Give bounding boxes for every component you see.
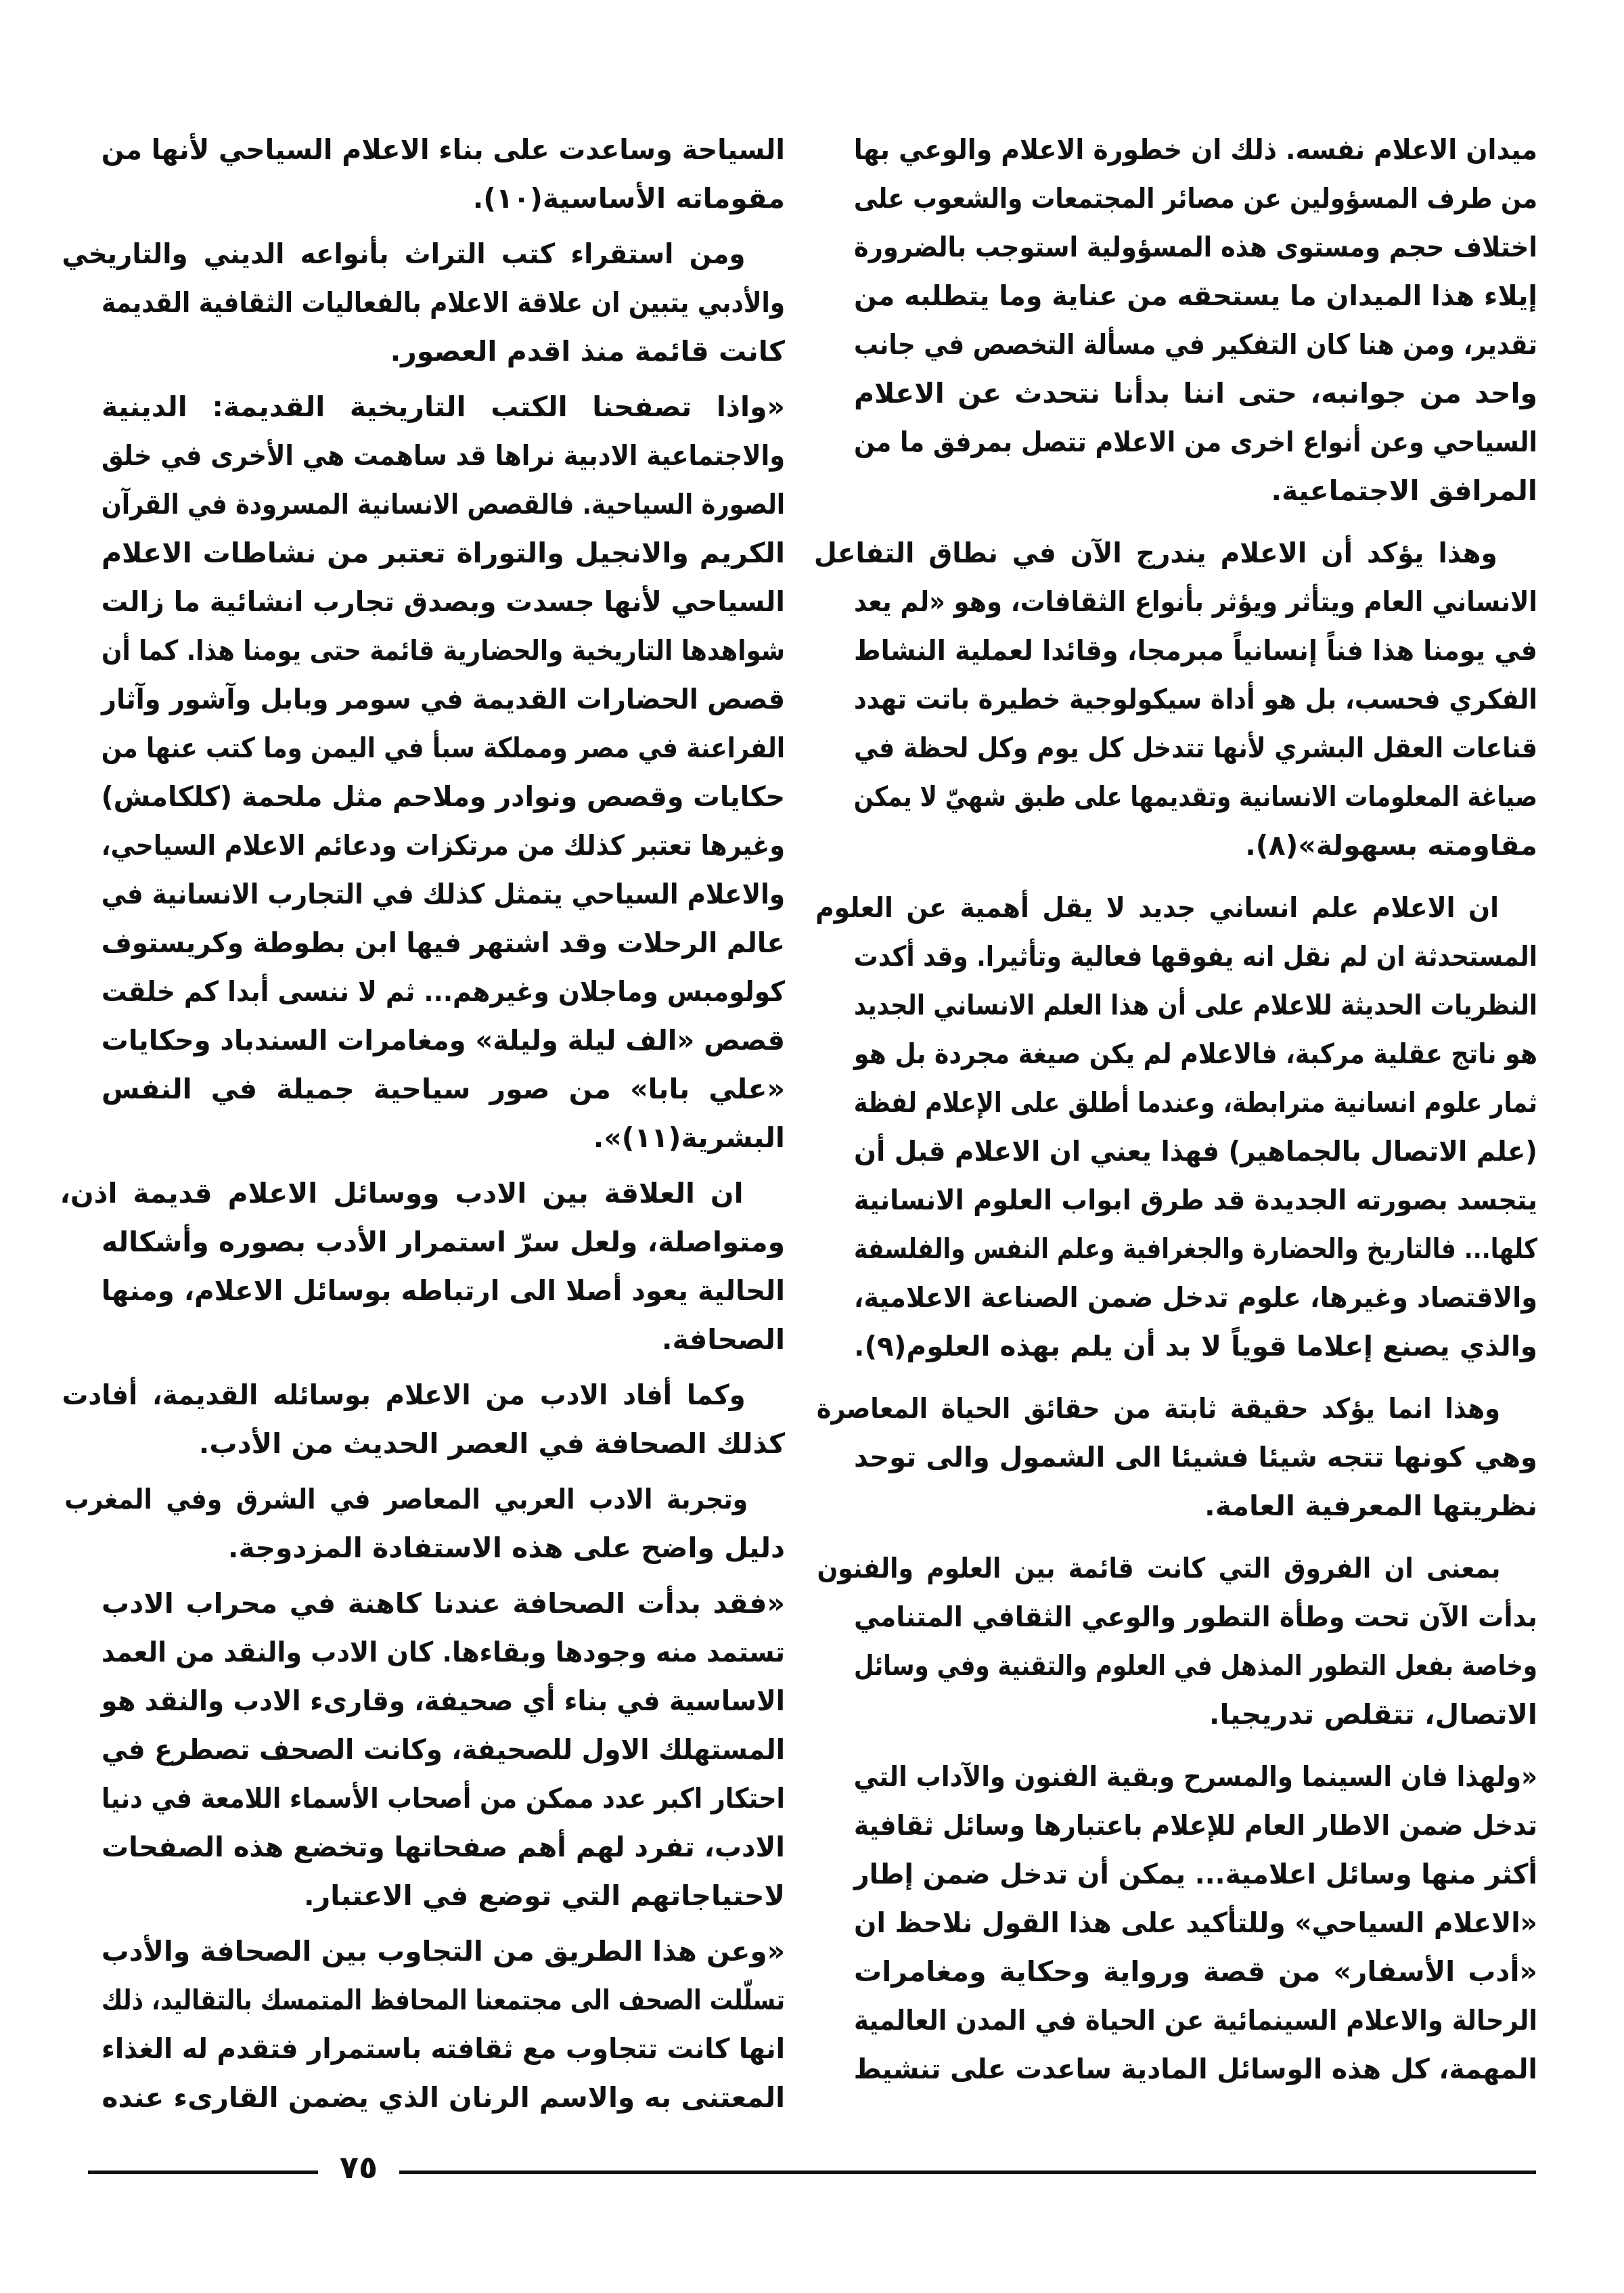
text-line: «أدب الأسفار» من قصة ورواية وحكاية ومغامرات xyxy=(854,1955,1537,1988)
text-line: كلها... فالتاريخ والحضارة والجغرافية وعلم النفس والفلسفة xyxy=(854,1232,1537,1265)
text-line: كولومبس وماجلان وغيرهم... ثم لا ننسى أبدا كم خلقت xyxy=(102,975,785,1008)
text-line: وهذا يؤكد أن الاعلام يندرج الآن في نطاق التفاعل xyxy=(813,537,1497,569)
text-line: انها كانت تتجاوب مع ثقافته باستمرار فتقدم له الغذاء xyxy=(102,2032,785,2065)
text-line: الرحالة والاعلام السينمائية عن الحياة في المدن العالمية xyxy=(854,2004,1537,2036)
paragraph xyxy=(64,1475,785,1572)
text-line: «وعن هذا الطريق من التجاوب بين الصحافة والأدب xyxy=(101,1935,785,1967)
text-line: مقاومته بسهولة»(٨). xyxy=(1245,829,1537,862)
text-line: وكما أفاد الادب من الاعلام بوسائله القديمة، أفادت xyxy=(62,1379,746,1411)
text-line: اختلاف حجم ومستوى هذه المسؤولية استوجب بالضرورة xyxy=(854,231,1537,263)
paragraph xyxy=(102,125,785,223)
text-line: واحد من جوانبه، حتى اننا بدأنا نتحدث عن الاعلام xyxy=(854,377,1537,409)
text-line: في يومنا هذا فناً إنسانياً مبرمجا، وقائدا لعملية النشاط xyxy=(854,634,1537,667)
text-line: وتجربة الادب العربي المعاصر في الشرق وفي المغرب xyxy=(64,1483,748,1515)
text-line: تسلّلت الصحف الى مجتمعنا المحافظ المتمسك بالتقاليد، ذلك xyxy=(101,1984,786,2016)
paragraph xyxy=(102,1579,785,1920)
text-line: هو ناتج عقلية مركبة، فالاعلام لم يكن صيغة مجردة بل هو xyxy=(853,1038,1537,1070)
text-line: النظريات الحديثة للاعلام على أن هذا العلم الانساني الجديد xyxy=(854,989,1537,1021)
text-line: من طرف المسؤولين عن مصائر المجتمعات والشعوب على xyxy=(853,182,1537,215)
text-line: «علي بابا» من صور سياحية جميلة في النفس xyxy=(102,1073,785,1105)
paragraph xyxy=(62,1371,785,1468)
text-line: «واذا تصفحنا الكتب التاريخية القديمة: الدينية xyxy=(102,391,785,423)
text-line: والاعلام السياحي يتمثل كذلك في التجارب الانسانية في xyxy=(101,878,786,910)
text-line: حكايات وقصص ونوادر وملاحم مثل ملحمة (كلكامش) xyxy=(101,780,786,813)
text-line: تقدير، ومن هنا كان التفكير في مسألة التخصص في جانب xyxy=(853,328,1537,361)
text-line: والاقتصاد وغيرها، علوم تدخل ضمن الصناعة الاعلامية، xyxy=(853,1281,1537,1314)
text-line: ومتواصلة، ولعل سرّ استمرار الأدب بصوره وأشكاله xyxy=(102,1226,785,1258)
paragraph xyxy=(815,883,1537,1371)
text-line: «ولهذا فان السينما والمسرح وبقية الفنون والآداب التي xyxy=(853,1760,1537,1793)
page-number: ٧٥ xyxy=(339,2149,378,2185)
text-line: الفراعنة في مصر ومملكة سبأ في اليمن وما كتب عنها من xyxy=(101,732,785,764)
text-line: الادب، تفرد لهم أهم صفحاتها وتخضع هذه الصفحات xyxy=(102,1831,785,1863)
text-line: كانت قائمة منذ اقدم العصور. xyxy=(390,335,785,368)
text-line: يتجسد بصورته الجديدة قد طرق ابواب العلوم الانسانية xyxy=(853,1184,1537,1216)
text-line: الفكري فحسب، بل هو أداة سيكولوجية خطيرة باتت تهدد xyxy=(853,683,1537,715)
text-line: لاحتياجاتهم التي توضع في الاعتبار. xyxy=(304,1879,785,1912)
text-line: تدخل ضمن الاطار العام للإعلام باعتبارها وسائل ثقافية xyxy=(853,1809,1537,1842)
paragraph xyxy=(817,1544,1537,1739)
text-line: مقوماته الأساسية(١٠). xyxy=(472,182,785,215)
text-line: ان العلاقة بين الادب ووسائل الاعلام قديمة اذن، xyxy=(60,1177,744,1209)
text-line: وخاصة بفعل التطور المذهل في العلوم والتقنية وفي وسائل xyxy=(854,1649,1537,1682)
paragraph xyxy=(816,1384,1537,1530)
text-line: الاتصال، تتقلص تدريجيا. xyxy=(1209,1698,1537,1731)
paragraph xyxy=(62,229,785,376)
text-line: ومن استقراء كتب التراث بأنواعه الديني والتاريخي xyxy=(62,238,746,270)
paragraph xyxy=(854,125,1537,515)
text-line: كذلك الصحافة في العصر الحديث من الأدب. xyxy=(198,1427,785,1460)
text-line: ثمار علوم انسانية مترابطة، وعندما أطلق على الإعلام لفظة xyxy=(853,1086,1537,1119)
text-line: «الاعلام السياحي» وللتأكيد على هذا القول نلاحظ ان xyxy=(854,1907,1537,1939)
text-line: البشرية(١١)». xyxy=(593,1121,785,1154)
footer-rule-left xyxy=(88,2170,318,2174)
text-line: إيلاء هذا الميدان ما يستحقه من عناية وما يتطلبه من xyxy=(854,280,1537,312)
text-line: والأدبي يتبين ان علاقة الاعلام بالفعاليات الثقافية القديمة xyxy=(102,286,785,319)
text-line: الحالية يعود أصلا الى ارتباطه بوسائل الاعلام، ومنها xyxy=(101,1274,786,1307)
text-line: صياغة المعلومات الانسانية وتقديمها على طبق شهيّ لا يمكن xyxy=(853,780,1537,813)
text-line: الصورة السياحية. فالقصص الانسانية المسرودة في القرآن xyxy=(101,488,785,520)
text-line: أكثر منها وسائل اعلامية... يمكن أن تدخل ضمن إطار xyxy=(854,1858,1537,1890)
text-line: الاساسية في بناء أي صحيفة، وقارىء الادب والنقد هو xyxy=(101,1685,786,1717)
paragraph xyxy=(813,529,1537,870)
text-line: وغيرها تعتبر كذلك من مرتكزات ودعائم الاعلام السياحي، xyxy=(101,829,786,862)
footer-rule-right xyxy=(399,2170,1536,2174)
text-line: وهي كونها تتجه شيئا فشيئا الى الشمول والى توحد xyxy=(854,1441,1537,1473)
text-line: الانساني العام ويتأثر ويؤثر بأنواع الثقافات، وهو «لم يعد xyxy=(854,585,1537,618)
text-line: احتكار اكبر عدد ممكن من أصحاب الأسماء اللامعة في دنيا xyxy=(102,1782,785,1815)
text-line: الصحافة. xyxy=(661,1323,785,1356)
text-line: «فقد بدأت الصحافة عندنا كاهنة في محراب الادب xyxy=(102,1587,785,1620)
text-line: دليل واضح على هذه الاستفادة المزدوجة. xyxy=(227,1532,785,1564)
text-line: السياحة وساعدت على بناء الاعلام السياحي لأنها من xyxy=(101,133,785,166)
text-line: المهمة، كل هذه الوسائل المادية ساعدت على تنشيط xyxy=(853,2053,1537,2085)
text-line: تستمد منه وجودها وبقاءها. كان الادب والنقد من العمد xyxy=(102,1636,785,1668)
left-column xyxy=(60,125,786,2129)
text-line: والذي يصنع إعلاما قوياً لا بد أن يلم بهذه العلوم(٩). xyxy=(854,1330,1537,1362)
paragraph xyxy=(60,1169,786,1364)
text-line: السياحي وعن أنواع اخرى من الاعلام تتصل بمرفق ما من xyxy=(854,426,1537,458)
text-line: عالم الرحلات وقد اشتهر فيها ابن بطوطة وكريستوف xyxy=(101,927,786,959)
text-line: المعتنى به والاسم الرنان الذي يضمن القارىء عنده xyxy=(102,2081,785,2114)
text-line: المستهلك الاول للصحيفة، وكانت الصحف تصطرع في xyxy=(102,1733,785,1766)
text-line: ان الاعلام علم انساني جديد لا يقل أهمية عن العلوم xyxy=(815,891,1499,924)
paragraph xyxy=(102,382,785,1162)
text-line: شواهدها التاريخية والحضارية قائمة حتى يومنا هذا. كما أن xyxy=(102,634,785,667)
text-line: الكريم والانجيل والتوراة تعتبر من نشاطات الاعلام xyxy=(102,537,785,569)
text-line: قناعات العقل البشري لأنها تتدخل كل يوم وكل لحظة في xyxy=(854,732,1537,764)
text-line: نظريتها المعرفية العامة. xyxy=(1204,1490,1537,1522)
text-line: بدأت الآن تحت وطأة التطور والوعي الثقافي المتنامي xyxy=(854,1601,1537,1633)
text-line: المستحدثة ان لم نقل انه يفوقها فعالية وتأثيرا. وقد أكدت xyxy=(853,940,1537,973)
text-line: وهذا انما يؤكد حقيقة ثابتة من حقائق الحياة المعاصرة xyxy=(816,1392,1500,1425)
right-column xyxy=(813,125,1537,2107)
text-line: بمعنى ان الفروق التي كانت قائمة بين العلوم والفنون xyxy=(817,1552,1501,1584)
text-line: قصص «الف ليلة وليلة» ومغامرات السندباد وحكايات xyxy=(101,1024,785,1056)
paragraph xyxy=(854,1752,1537,2093)
text-line: ميدان الاعلام نفسه. ذلك ان خطورة الاعلام والوعي بها xyxy=(853,133,1537,166)
text-line: (علم الاتصال بالجماهير) فهذا يعني ان الاعلام قبل أن xyxy=(854,1135,1537,1167)
text-line: والاجتماعية الادبية نراها قد ساهمت هي الأخرى في خلق xyxy=(102,439,785,472)
paragraph xyxy=(102,1927,785,2122)
text-line: قصص الحضارات القديمة في سومر وبابل وآشور وآثار xyxy=(102,683,785,715)
text-line: السياحي لأنها جسدت وبصدق تجارب انشائية ما زالت xyxy=(101,585,785,618)
text-line: المرافق الاجتماعية. xyxy=(1271,474,1537,507)
